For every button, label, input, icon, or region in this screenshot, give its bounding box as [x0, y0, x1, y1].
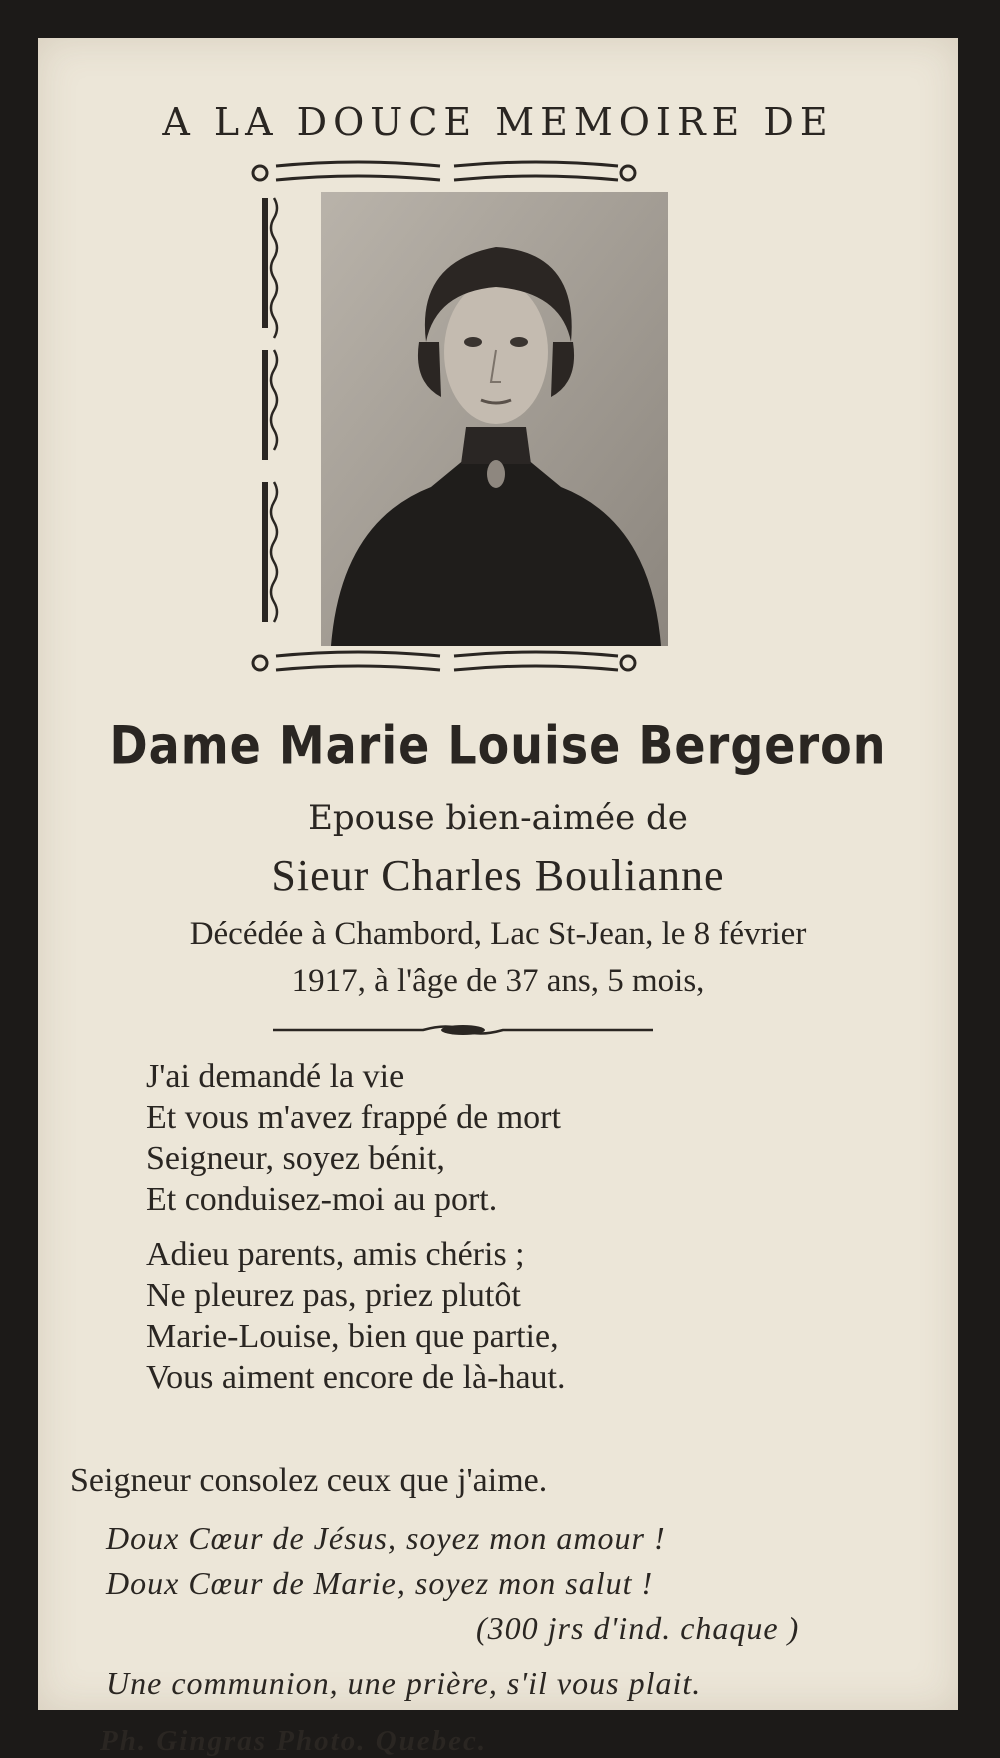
- prayer-marie: Doux Cœur de Marie, soyez mon salut !: [106, 1565, 654, 1601]
- poem-line: Marie-Louise, bien que partie,: [146, 1318, 559, 1355]
- ornamental-divider: [273, 1023, 653, 1037]
- memorial-card: [38, 38, 958, 1757]
- poem-line: Ne pleurez pas, priez plutôt: [146, 1277, 521, 1314]
- death-details-line2: 1917, à l'âge de 37 ans, 5 mois,: [291, 963, 705, 999]
- poem-line: Et conduisez-moi au port.: [146, 1181, 498, 1218]
- poem-line: Adieu parents, amis chéris ;: [146, 1236, 525, 1273]
- memorial-heading: A LA DOUCE MEMOIRE DE: [162, 100, 834, 144]
- spouse-intro: Epouse bien-aimée de: [308, 798, 688, 838]
- photographer-credit: Ph. Gingras Photo. Quebec.: [100, 1725, 488, 1757]
- poem-line: Seigneur, soyez bénit,: [146, 1140, 445, 1177]
- memorial-poem: [146, 1056, 566, 1398]
- poem-line: Et vous m'avez frappé de mort: [146, 1099, 561, 1136]
- prayer-request: Une communion, une prière, s'il vous plait.: [106, 1665, 702, 1701]
- portrait-photo: [321, 192, 668, 646]
- death-details-line1: Décédée à Chambord, Lac St-Jean, le 8 février: [189, 916, 807, 952]
- poem-line: J'ai demandé la vie: [146, 1058, 405, 1095]
- poem-line: Vous aiment encore de là-haut.: [146, 1359, 566, 1396]
- spouse-name: Sieur Charles Boulianne: [271, 851, 725, 900]
- deceased-name: Dame Marie Louise Bergeron: [109, 713, 887, 777]
- indulgence-note: (300 jrs d'ind. chaque ): [476, 1610, 800, 1646]
- prayer-jesus: Doux Cœur de Jésus, soyez mon amour !: [106, 1520, 666, 1556]
- consolation-line: Seigneur consolez ceux que j'aime.: [70, 1462, 548, 1499]
